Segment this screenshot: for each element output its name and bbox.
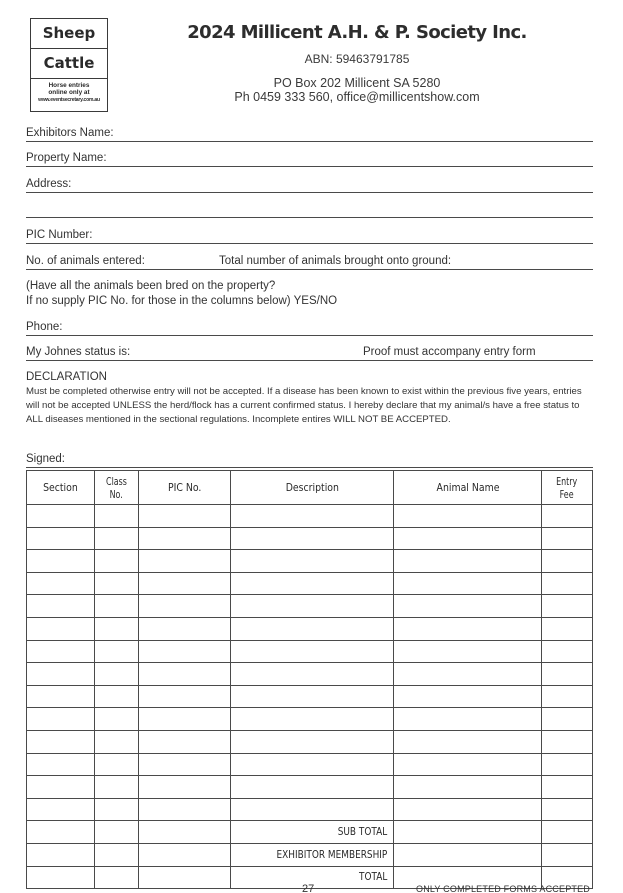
exhibitors-name-label: Exhibitors Name: [26, 127, 114, 139]
membership-blank-cell[interactable] [94, 843, 138, 866]
table-row [27, 505, 593, 528]
membership-row [27, 843, 593, 866]
animal-name-cell[interactable] [394, 640, 542, 663]
table-row [27, 550, 593, 573]
entry-fee-cell[interactable] [542, 550, 593, 573]
pic-no-cell[interactable] [138, 572, 230, 595]
class-no-cell[interactable] [94, 685, 138, 708]
pic-number-field[interactable] [26, 228, 593, 244]
table-row [27, 730, 593, 753]
bred-on-property-question [26, 279, 337, 308]
animal-name-cell[interactable] [394, 776, 542, 799]
description-cell[interactable] [230, 685, 394, 708]
section-cell[interactable] [27, 550, 95, 573]
table-row [27, 663, 593, 686]
section-cell[interactable] [27, 798, 95, 821]
section-cell[interactable] [27, 753, 95, 776]
entry-fee-cell[interactable] [542, 730, 593, 753]
description-cell[interactable] [230, 663, 394, 686]
section-cell[interactable] [27, 663, 95, 686]
entry-fee-cell[interactable] [542, 640, 593, 663]
entry-fee-cell[interactable] [542, 708, 593, 731]
animal-name-cell[interactable] [394, 685, 542, 708]
entry-fee-cell[interactable] [542, 505, 593, 528]
total-blank-cell[interactable] [138, 866, 230, 889]
table-row [27, 708, 593, 731]
table-row [27, 640, 593, 663]
section-cell[interactable] [27, 640, 95, 663]
section-cell[interactable] [27, 595, 95, 618]
animal-name-cell[interactable] [394, 505, 542, 528]
entry-fee-cell[interactable] [542, 617, 593, 640]
section-cell[interactable] [27, 776, 95, 799]
logo-sheep: Sheep [31, 19, 107, 49]
footer-note: ONLY COMPLETED FORMS ACCEPTED [416, 884, 590, 893]
declaration-text: Must be completed otherwise entry will not be accepted. If a disease has been known to exist within the previous five years, entries will not be accepted UNLESS the herd/flock has a current confirmed status. I hereby declare that my animal/s have a free status to ALL diseases mentioned in the sectional regulations. Incomplete entires WILL NOT BE ACCEPTED. [26, 386, 582, 425]
pic-no-cell[interactable] [138, 595, 230, 618]
class-no-cell[interactable] [94, 550, 138, 573]
pic-no-cell[interactable] [138, 550, 230, 573]
total-blank-cell[interactable] [27, 866, 95, 889]
pic-no-cell[interactable] [138, 776, 230, 799]
signed-label: Signed: [26, 453, 66, 465]
class-no-cell[interactable] [94, 505, 138, 528]
pic-no-cell[interactable] [138, 663, 230, 686]
phone-field[interactable] [26, 320, 593, 336]
description-cell[interactable] [230, 505, 394, 528]
pic-no-cell[interactable] [138, 753, 230, 776]
entry-fee-cell[interactable] [542, 663, 593, 686]
section-cell[interactable] [27, 617, 95, 640]
description-cell[interactable] [230, 708, 394, 731]
subtotal-blank-cell[interactable] [94, 821, 138, 844]
pic-number-label: PIC Number: [26, 229, 93, 241]
class-no-cell[interactable] [94, 753, 138, 776]
membership-blank-cell[interactable] [27, 843, 95, 866]
class-no-cell[interactable] [94, 595, 138, 618]
entry-fee-cell[interactable] [542, 776, 593, 799]
address-line1: PO Box 202 Millicent SA 5280 [273, 76, 441, 90]
pic-no-cell[interactable] [138, 527, 230, 550]
table-row [27, 617, 593, 640]
page-header [120, 22, 594, 104]
animal-name-cell[interactable] [394, 708, 542, 731]
bred-question-line2: If no supply PIC No. for those in the columns below) YES/NO [26, 294, 338, 307]
animal-name-cell[interactable] [394, 550, 542, 573]
animal-name-cell[interactable] [394, 527, 542, 550]
membership-blank-cell[interactable] [138, 843, 230, 866]
animals-entered-label: No. of animals entered: [26, 255, 145, 267]
table-header-row [27, 471, 593, 505]
horse-note-line1: Horse entries [48, 82, 90, 89]
pic-no-cell[interactable] [138, 617, 230, 640]
entry-fee-cell[interactable] [542, 572, 593, 595]
section-logo-box [30, 18, 108, 112]
class-no-cell[interactable] [94, 572, 138, 595]
property-name-field[interactable] [26, 151, 593, 167]
description-cell[interactable] [230, 776, 394, 799]
class-no-cell[interactable] [94, 527, 138, 550]
header-class-no: Class No. [94, 471, 138, 505]
membership-fee-cell[interactable] [542, 843, 593, 866]
total-blank-cell[interactable] [94, 866, 138, 889]
pic-no-cell[interactable] [138, 640, 230, 663]
header-animal-name: Animal Name [394, 471, 542, 505]
membership-label: EXHIBITOR MEMBERSHIP [230, 843, 394, 866]
section-cell[interactable] [27, 572, 95, 595]
entry-table [26, 470, 593, 889]
description-cell[interactable] [230, 572, 394, 595]
animal-name-cell[interactable] [394, 798, 542, 821]
subtotal-blank-cell[interactable] [394, 821, 542, 844]
total-label: TOTAL [230, 866, 394, 889]
exhibitors-name-field[interactable] [26, 126, 593, 142]
address-field-line2[interactable] [26, 202, 593, 218]
header-section: Section [27, 471, 95, 505]
pic-no-cell[interactable] [138, 685, 230, 708]
page-number: 27 [302, 883, 315, 893]
description-cell[interactable] [230, 527, 394, 550]
total-animals-label: Total number of animals brought onto ground: [219, 255, 452, 267]
class-no-cell[interactable] [94, 663, 138, 686]
entry-fee-cell[interactable] [542, 753, 593, 776]
animals-count-field[interactable] [26, 254, 593, 270]
description-cell[interactable] [230, 753, 394, 776]
property-name-label: Property Name: [26, 152, 107, 164]
subtotal-blank-cell[interactable] [138, 821, 230, 844]
description-cell[interactable] [230, 550, 394, 573]
table-row [27, 527, 593, 550]
horse-note-line2: online only at [48, 89, 90, 97]
class-no-cell[interactable] [94, 708, 138, 731]
animal-name-cell[interactable] [394, 617, 542, 640]
subtotal-label: SUB TOTAL [230, 821, 394, 844]
pic-no-cell[interactable] [138, 708, 230, 731]
header-entry-fee: Entry Fee [542, 471, 593, 505]
entry-fee-cell[interactable] [542, 798, 593, 821]
class-no-cell[interactable] [94, 617, 138, 640]
entry-fee-cell[interactable] [542, 685, 593, 708]
pic-no-cell[interactable] [138, 505, 230, 528]
address-line2: Ph 0459 333 560, office@millicentshow.com [234, 90, 480, 104]
class-no-cell[interactable] [94, 730, 138, 753]
animal-name-cell[interactable] [394, 572, 542, 595]
johnes-status-label: My Johnes status is: [26, 346, 131, 358]
animal-name-cell[interactable] [394, 730, 542, 753]
bred-question-line1: (Have all the animals been bred on the property? [26, 280, 276, 292]
animal-name-cell[interactable] [394, 753, 542, 776]
entry-fee-cell[interactable] [542, 527, 593, 550]
table-row [27, 685, 593, 708]
address-label: Address: [26, 178, 72, 190]
header-description: Description [230, 471, 394, 505]
table-row [27, 798, 593, 821]
table-row [27, 753, 593, 776]
pic-no-cell[interactable] [138, 730, 230, 753]
description-cell[interactable] [230, 617, 394, 640]
phone-label: Phone: [26, 321, 63, 333]
class-no-cell[interactable] [94, 640, 138, 663]
animal-name-cell[interactable] [394, 595, 542, 618]
page-title: 2024 Millicent A.H. & P. Society Inc. [187, 22, 527, 43]
description-cell[interactable] [230, 640, 394, 663]
description-cell[interactable] [230, 595, 394, 618]
table-row [27, 572, 593, 595]
subtotal-blank-cell[interactable] [27, 821, 95, 844]
membership-blank-cell[interactable] [394, 843, 542, 866]
header-pic-no: PIC No. [138, 471, 230, 505]
section-cell[interactable] [27, 730, 95, 753]
table-row [27, 776, 593, 799]
declaration-heading: DECLARATION [26, 371, 107, 383]
proof-note: Proof must accompany entry form [363, 346, 536, 358]
horse-note-url: www.eventsecretary.com.au [38, 96, 100, 103]
section-cell[interactable] [27, 685, 95, 708]
address-field[interactable] [26, 177, 593, 193]
horse-entries-note [31, 79, 107, 104]
subtotal-row [27, 821, 593, 844]
class-no-cell[interactable] [94, 798, 138, 821]
entry-table-body [27, 505, 593, 889]
signed-field[interactable] [26, 452, 593, 468]
section-cell[interactable] [27, 708, 95, 731]
subtotal-fee-cell[interactable] [542, 821, 593, 844]
animal-name-cell[interactable] [394, 663, 542, 686]
entry-fee-cell[interactable] [542, 595, 593, 618]
postal-address [120, 76, 594, 104]
class-no-cell[interactable] [94, 776, 138, 799]
johnes-status-field[interactable] [26, 345, 593, 361]
pic-no-cell[interactable] [138, 798, 230, 821]
description-cell[interactable] [230, 730, 394, 753]
section-cell[interactable] [27, 527, 95, 550]
section-cell[interactable] [27, 505, 95, 528]
abn-number: ABN: 59463791785 [304, 52, 410, 66]
description-cell[interactable] [230, 798, 394, 821]
logo-cattle: Cattle [31, 49, 107, 79]
table-row [27, 595, 593, 618]
